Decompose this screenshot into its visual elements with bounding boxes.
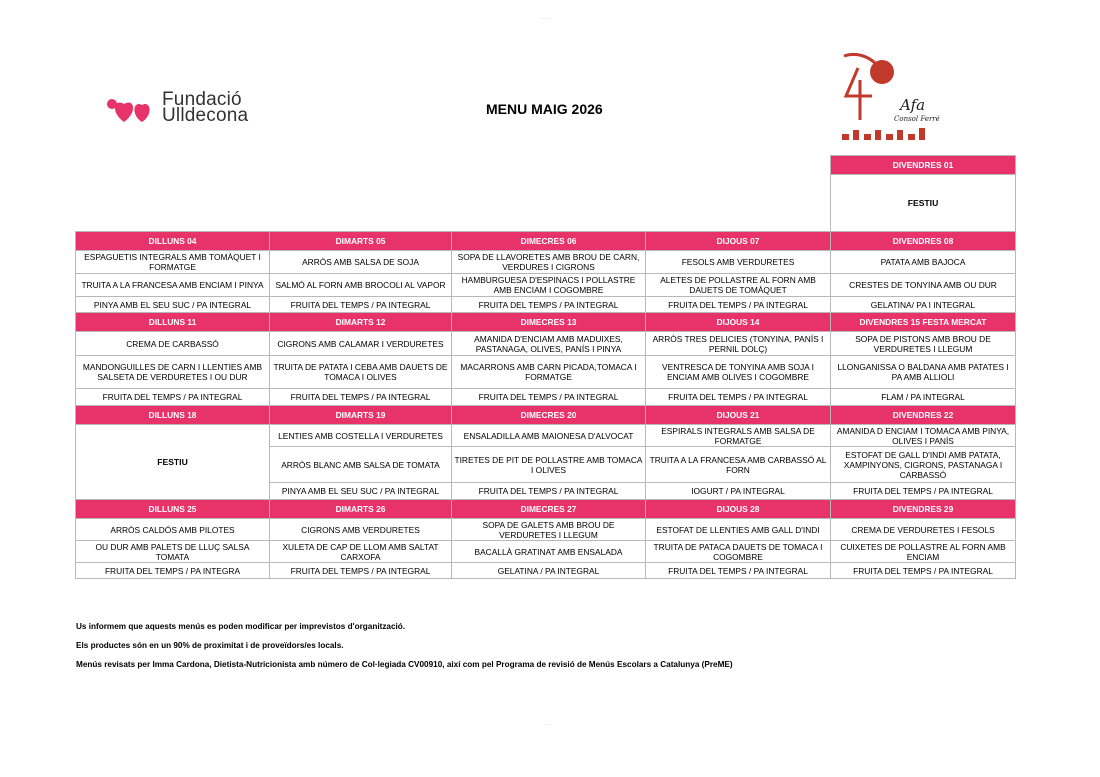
- first-course: AMANIDA D'ENCIAM AMB MADUIXES, PASTANAGA, OLIVES, PANÍS I PINYA: [452, 332, 646, 356]
- first-course: ESTOFAT DE LLENTIES AMB GALL D'INDI: [646, 519, 831, 541]
- fundacio-ulldecona-logo: [104, 88, 264, 128]
- dessert: FRUITA DEL TEMPS / PA INTEGRA: [76, 563, 270, 579]
- dessert: FLAM / PA INTEGRAL: [831, 389, 1016, 406]
- dessert: FRUITA DEL TEMPS / PA INTEGRAL: [646, 389, 831, 406]
- day-header: DIJOUS 14: [646, 313, 831, 332]
- first-course: CREMA DE VERDURETES I FESOLS: [831, 519, 1016, 541]
- first-course: ARRÒS TRES DELICIES (TONYINA, PANÍS I PERNIL DOLÇ): [646, 332, 831, 356]
- day-header: DIVENDRES 15 FESTA MERCAT: [831, 313, 1016, 332]
- first-course: CREMA DE CARBASSÓ: [76, 332, 270, 356]
- second-course: TIRETES DE PIT DE POLLASTRE AMB TOMACA I OLIVES: [452, 447, 646, 483]
- dessert: FRUITA DEL TEMPS / PA INTEGRAL: [646, 297, 831, 313]
- day-header: DILLUNS 25: [76, 500, 270, 519]
- dessert: GELATINA/ PA I INTEGRAL: [831, 297, 1016, 313]
- first-course: SOPA DE GALETS AMB BROU DE VERDURETES I LLEGUM: [452, 519, 646, 541]
- first-course: CIGRONS AMB VERDURETES: [270, 519, 452, 541]
- second-course: OU DUR AMB PALETS DE LLUÇ SALSA TOMATA: [76, 541, 270, 563]
- first-course: ARRÒS AMB SALSA DE SOJA: [270, 251, 452, 274]
- dessert: FRUITA DEL TEMPS / PA INTEGRAL: [831, 563, 1016, 579]
- first-course: SOPA DE PISTONS AMB BROU DE VERDURETES I LLEGUM: [831, 332, 1016, 356]
- dessert: FRUITA DEL TEMPS / PA INTEGRAL: [831, 483, 1016, 500]
- dessert: PINYA AMB EL SEU SUC / PA INTEGRAL: [76, 297, 270, 313]
- afa-subtitle: Consol Ferré: [894, 115, 940, 123]
- day-header: DIJOUS 21: [646, 406, 831, 425]
- dessert: FRUITA DEL TEMPS / PA INTEGRAL: [452, 483, 646, 500]
- second-course: TRUITA DE PATATA I CEBA AMB DAUETS DE TOMACA I OLIVES: [270, 356, 452, 389]
- menu-table: [75, 155, 1016, 579]
- second-course: SALMÓ AL FORN AMB BROCOLI AL VAPOR: [270, 274, 452, 297]
- dessert: FRUITA DEL TEMPS / PA INTEGRAL: [76, 389, 270, 406]
- bottom-mark: ........: [545, 722, 552, 726]
- afa-figure-icon: [838, 50, 942, 146]
- dessert: PINYA AMB EL SEU SUC / PA INTEGRAL: [270, 483, 452, 500]
- festiu-cell: FESTIU: [76, 425, 270, 500]
- day-header: DILLUNS 18: [76, 406, 270, 425]
- second-course: XULETA DE CAP DE LLOM AMB SALTAT CARXOFA: [270, 541, 452, 563]
- empty-area: [76, 175, 831, 232]
- second-course: CUIXETES DE POLLASTRE AL FORN AMB ENCIAM: [831, 541, 1016, 563]
- second-course: TRUITA DE PATACA DAUETS DE TOMACA I COGOMBRE: [646, 541, 831, 563]
- day-header: DIMARTS 12: [270, 313, 452, 332]
- day-header: DIMECRES 13: [452, 313, 646, 332]
- dessert: FRUITA DEL TEMPS / PA INTEGRAL: [270, 297, 452, 313]
- day-header: DILLUNS 11: [76, 313, 270, 332]
- day-header: DIMARTS 19: [270, 406, 452, 425]
- day-header: DIMECRES 20: [452, 406, 646, 425]
- second-course: MANDONGUILLES DE CARN I LLENTIES AMB SALSETA DE VERDURETES I OU DUR: [76, 356, 270, 389]
- first-course: ESPAGUETIS INTEGRALS AMB TOMÀQUET I FORMATGE: [76, 251, 270, 274]
- dessert: FRUITA DEL TEMPS / PA INTEGRAL: [452, 389, 646, 406]
- first-course: SOPA DE LLAVORETES AMB BROU DE CARN, VERDURES I CIGRONS: [452, 251, 646, 274]
- day-header: DIJOUS 28: [646, 500, 831, 519]
- festiu-cell: FESTIU: [831, 175, 1016, 232]
- day-header: DIVENDRES 29: [831, 500, 1016, 519]
- logo-text-line2: Ulldecona: [162, 105, 249, 126]
- hearts-logo-icon: [104, 92, 156, 126]
- dessert: FRUITA DEL TEMPS / PA INTEGRAL: [646, 563, 831, 579]
- page-title: MENU MAIG 2026: [486, 101, 603, 117]
- empty-area: [76, 156, 831, 175]
- second-course: LLONGANISSA O BALDANA AMB PATATES I PA AMB ALLIOLI: [831, 356, 1016, 389]
- day-header: DIJOUS 07: [646, 232, 831, 251]
- day-header: DIMARTS 26: [270, 500, 452, 519]
- note-line: Els productes són en un 90% de proximitat i de proveïdors/es locals.: [76, 641, 344, 650]
- day-header: DIVENDRES 08: [831, 232, 1016, 251]
- day-header: DILLUNS 04: [76, 232, 270, 251]
- first-course: ARRÒS CALDÓS AMB PILOTES: [76, 519, 270, 541]
- second-course: TRUITA A LA FRANCESA AMB ENCIAM I PINYA: [76, 274, 270, 297]
- first-course: LENTIES AMB COSTELLA I VERDURETES: [270, 425, 452, 447]
- dessert: FRUITA DEL TEMPS / PA INTEGRAL: [270, 389, 452, 406]
- first-course: CIGRONS AMB CALAMAR I VERDURETES: [270, 332, 452, 356]
- logo-text-line1: Fundació: [162, 89, 242, 110]
- dessert: GELATINA / PA INTEGRAL: [452, 563, 646, 579]
- second-course: VENTRESCA DE TONYINA AMB SOJA I ENCIAM AMB OLIVES I COGOMBRE: [646, 356, 831, 389]
- first-course: AMANIDA D ENCIAM I TOMACA AMB PINYA, OLIVES I PANÍS: [831, 425, 1016, 447]
- second-course: ESTOFAT DE GALL D'INDI AMB PATATA, XAMPINYONS, CIGRONS, PASTANAGA I CARBASSÓ: [831, 447, 1016, 483]
- day-header: DIVENDRES 22: [831, 406, 1016, 425]
- dessert: FRUITA DEL TEMPS / PA INTEGRAL: [270, 563, 452, 579]
- dessert: FRUITA DEL TEMPS / PA INTEGRAL: [452, 297, 646, 313]
- day-header: DIMARTS 05: [270, 232, 452, 251]
- second-course: ARRÒS BLANC AMB SALSA DE TOMATA: [270, 447, 452, 483]
- note-line: Menús revisats per Imma Cardona, Dietista-Nutricionista amb número de Col·legiada CV00910, així com pel Programa de revisió de Menús Escolars a Catalunya (PreME): [76, 660, 733, 669]
- day-header: DIMECRES 27: [452, 500, 646, 519]
- second-course: ALETES DE POLLASTRE AL FORN AMB DAUETS DE TOMÀQUET: [646, 274, 831, 297]
- afa-logo: [838, 50, 942, 146]
- second-course: TRUITA A LA FRANCESA AMB CARBASSÓ AL FORN: [646, 447, 831, 483]
- top-mark: ............: [540, 16, 551, 20]
- second-course: MACARRONS AMB CARN PICADA,TOMACA I FORMATGE: [452, 356, 646, 389]
- dessert: IOGURT / PA INTEGRAL: [646, 483, 831, 500]
- afa-name: Afa: [900, 96, 926, 114]
- second-course: HAMBURGUESA D'ESPINACS I POLLASTRE AMB ENCIAM I COGOMBRE: [452, 274, 646, 297]
- first-course: PATATA AMB BAJOCA: [831, 251, 1016, 274]
- first-course: ENSALADILLA AMB MAIONESA D'ALVOCAT: [452, 425, 646, 447]
- note-line: Us informem que aquests menús es poden modificar per imprevistos d'organització.: [76, 622, 406, 631]
- day-header: DIMECRES 06: [452, 232, 646, 251]
- second-course: CRESTES DE TONYINA AMB OU DUR: [831, 274, 1016, 297]
- first-course: FESOLS AMB VERDURETES: [646, 251, 831, 274]
- second-course: BACALLÀ GRATINAT AMB ENSALADA: [452, 541, 646, 563]
- day-header: DIVENDRES 01: [831, 156, 1016, 175]
- first-course: ESPIRALS INTEGRALS AMB SALSA DE FORMATGE: [646, 425, 831, 447]
